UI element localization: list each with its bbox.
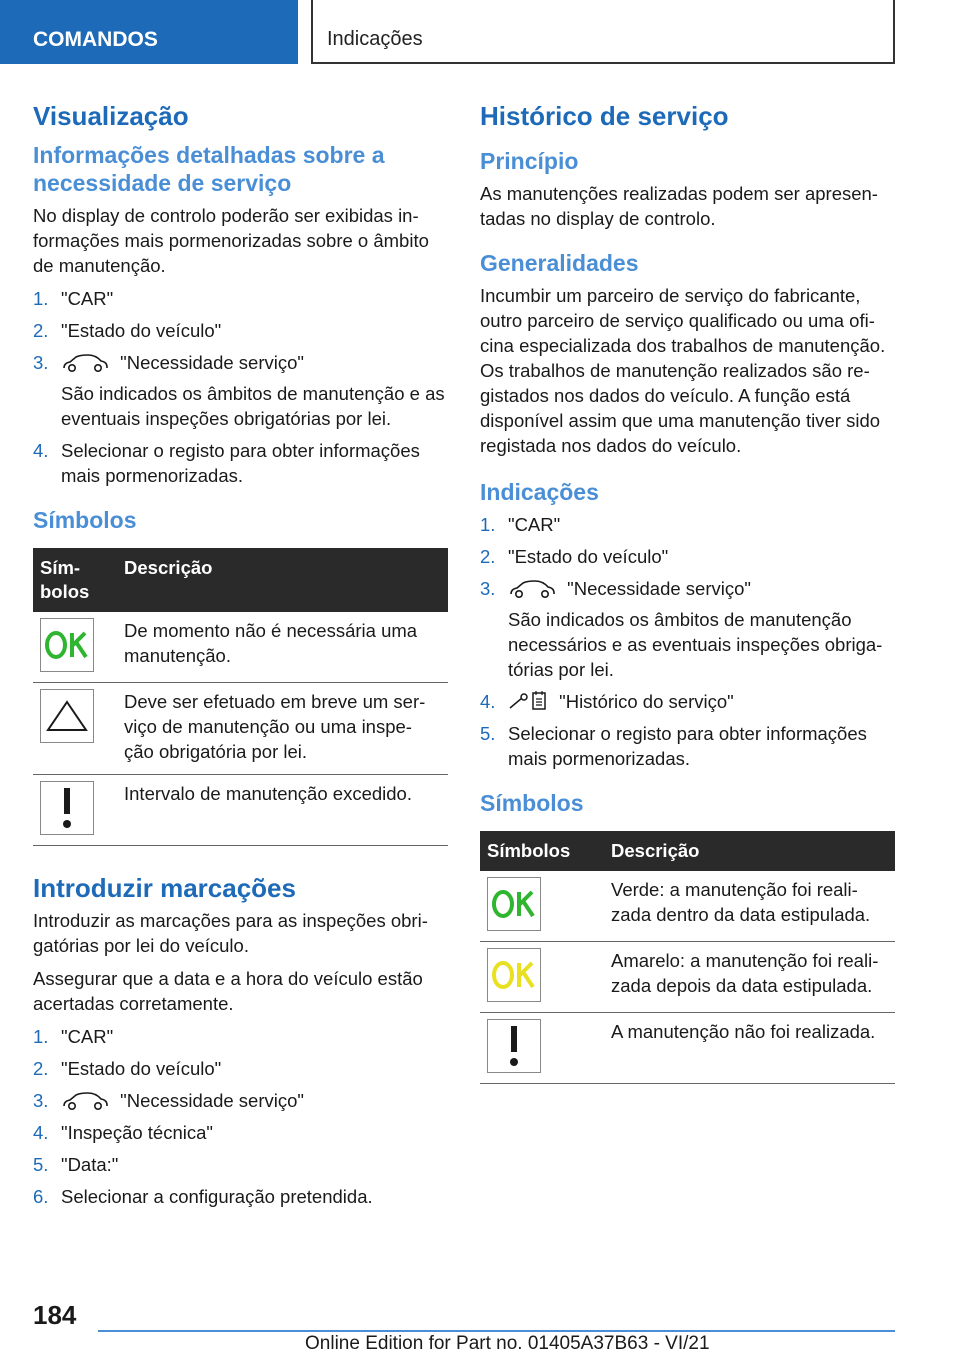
section-tab: COMANDOS: [0, 0, 298, 64]
list-item: 3. "Necessidade serviço" São indicados os âmbitos de manutenção e as eventuais inspeções obrigatórias por lei.: [33, 351, 445, 429]
list-item: 1. "CAR": [33, 1026, 114, 1048]
heading-introduzir: Introduzir marcações: [33, 872, 296, 903]
page-number: 184: [33, 1300, 77, 1330]
table-row: Amarelo: a manutenção foi reali-zada depois da data estipulada.: [480, 941, 895, 1012]
symbols-table-right: [480, 831, 895, 1084]
table-header-symbols: Símbolos: [480, 831, 604, 871]
exclamation-icon: [40, 781, 94, 835]
ok-icon: [40, 618, 94, 672]
list-item: 5. Selecionar o registo para obter informações mais pormenorizadas.: [480, 722, 867, 769]
heading-generalidades: Generalidades: [480, 249, 639, 276]
left-column: [33, 100, 448, 1219]
steps-list-right: [480, 512, 895, 771]
car-icon: [508, 579, 556, 599]
symbols-table-left: [33, 548, 448, 846]
paragraph-generalidades-2: Os trabalhos de manutenção realizados são re-gistados nos dados do veículo. A função está disponível assim que uma manutenção tiver sido registada nos dados do veículo.: [480, 359, 881, 456]
list-item: 3. "Necessidade serviço": [33, 1090, 304, 1112]
heading-indicacoes: Indicações: [480, 478, 599, 505]
heading-simbolos-left: Símbolos: [33, 506, 137, 533]
paragraph-info: No display de controlo poderão ser exibidas in-formações mais pormenorizadas sobre o âmbito de manutenção.: [33, 204, 429, 276]
heading-visualizacao: Visualização: [33, 101, 189, 131]
table-row: Deve ser efetuado em breve um ser-viço de manutenção ou uma inspe-ção obrigatória por lei.: [33, 682, 448, 774]
heading-historico: Histórico de serviço: [480, 101, 729, 131]
footer-edition: Online Edition for Part no. 01405A37B63 - VI/21: [305, 1333, 710, 1354]
list-item: 2. "Estado do veículo": [33, 1058, 222, 1080]
heading-simbolos-right: Símbolos: [480, 789, 584, 816]
list-item: 4. "Inspeção técnica": [33, 1122, 213, 1144]
list-item: 1. "CAR": [33, 287, 114, 309]
paragraph-intro-2: Assegurar que a data e a hora do veículo estão acertadas corretamente.: [33, 968, 423, 1015]
table-row: Verde: a manutenção foi reali-zada dentro da data estipulada.: [480, 871, 895, 942]
table-header-description: Descrição: [604, 831, 895, 871]
paragraph-generalidades-1: Incumbir um parceiro de serviço do fabricante, outro parceiro de serviço qualificado ou uma ofi-cina especializada dos trabalhos de manutenção.: [480, 284, 886, 356]
table-row: Intervalo de manutenção excedido.: [33, 774, 448, 845]
section-title: Indicações: [311, 0, 895, 64]
list-item: 1. "CAR": [480, 513, 561, 535]
right-column: [480, 100, 895, 1084]
table-row: De momento não é necessária uma manutenção.: [33, 612, 448, 683]
service-history-icon: [508, 690, 548, 712]
list-item: 2. "Estado do veículo": [480, 545, 669, 567]
footer-divider: [98, 1330, 895, 1332]
steps-list-2: [33, 1024, 448, 1209]
table-header-description: Descrição: [117, 548, 448, 612]
car-icon: [61, 1091, 109, 1111]
car-icon: [61, 353, 109, 373]
table-row: A manutenção não foi realizada.: [480, 1012, 895, 1083]
ok-yellow-icon: [487, 948, 541, 1002]
steps-list-1: [33, 286, 448, 488]
ok-green-icon: [487, 877, 541, 931]
list-item: 4. "Histórico do serviço": [480, 690, 734, 712]
heading-principio: Princípio: [480, 147, 579, 174]
warning-triangle-icon: [40, 689, 94, 743]
list-item: 4. Selecionar o registo para obter informações mais pormenorizadas.: [33, 439, 420, 486]
list-item: 3. "Necessidade serviço" São indicados os âmbitos de manutenção necessários e as eventuais inspeções obriga-tórias por lei.: [480, 577, 883, 680]
list-item: 2. "Estado do veículo": [33, 319, 222, 341]
paragraph-principio: As manutenções realizadas podem ser apresen-tadas no display de controlo.: [480, 182, 878, 229]
heading-info-detalhadas: Informações detalhadas sobre a necessidade de serviço: [33, 141, 385, 196]
table-header-symbols: Sím-bolos: [33, 548, 117, 612]
exclamation-icon: [487, 1019, 541, 1073]
paragraph-intro-1: Introduzir as marcações para as inspeções obri-gatórias por lei do veículo.: [33, 910, 428, 957]
list-item: 5. "Data:": [33, 1154, 119, 1176]
list-item: 6. Selecionar a configuração pretendida.: [33, 1186, 373, 1208]
